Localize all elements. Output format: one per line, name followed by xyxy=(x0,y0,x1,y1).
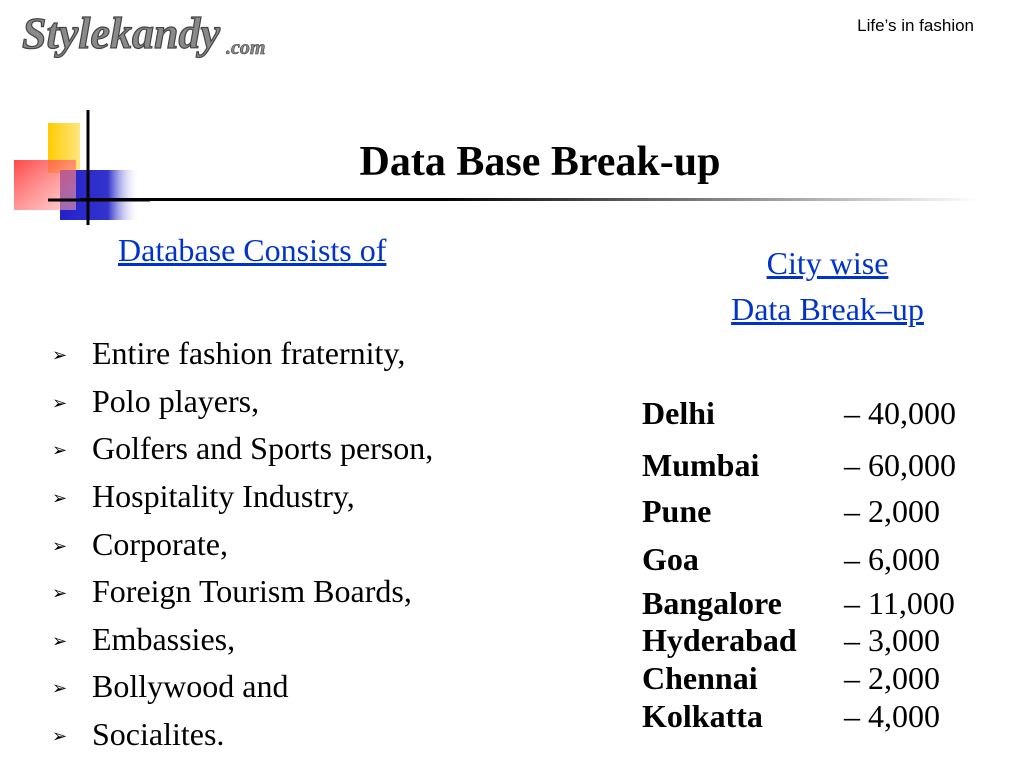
database-heading[interactable]: Database Consists of xyxy=(118,232,387,268)
city-row-goa xyxy=(642,541,940,578)
list-item-text: Embassies, xyxy=(92,620,236,657)
tagline: Life’s in fashion xyxy=(857,16,974,35)
city-count: – 6,000 xyxy=(844,541,940,577)
city-heading-line1[interactable]: City wise xyxy=(766,245,889,281)
list-item-text: Corporate, xyxy=(92,525,228,562)
city-breakup-heading[interactable] xyxy=(640,240,1015,332)
list-item xyxy=(52,663,433,711)
city-name: Bangalore xyxy=(642,585,782,621)
arrow-bullet-icon: ➢ xyxy=(52,488,68,510)
city-row-bangalore xyxy=(642,585,955,622)
title-rule xyxy=(80,198,980,201)
city-count: – 2,000 xyxy=(844,660,940,696)
city-row-kolkatta xyxy=(642,698,940,735)
list-item-text: Polo players, xyxy=(92,382,260,419)
list-item xyxy=(52,473,433,521)
city-count: – 60,000 xyxy=(844,447,956,483)
city-count: – 2,000 xyxy=(844,493,940,529)
database-list xyxy=(52,330,433,758)
city-row-mumbai xyxy=(642,447,956,484)
city-count: – 40,000 xyxy=(844,395,956,431)
city-name: Goa xyxy=(642,541,699,577)
city-count: – 4,000 xyxy=(844,698,940,734)
list-item xyxy=(52,425,433,473)
city-name: Chennai xyxy=(642,660,758,696)
slide-title: Data Base Break-up xyxy=(359,139,721,185)
list-item-text: Socialites. xyxy=(92,716,225,753)
city-count: – 11,000 xyxy=(844,585,955,621)
city-heading-line2[interactable]: Data Break–up xyxy=(731,291,924,327)
list-item xyxy=(52,711,433,759)
city-name: Hyderabad xyxy=(642,622,797,658)
arrow-bullet-icon: ➢ xyxy=(52,440,68,462)
list-item xyxy=(52,568,433,616)
list-item-text: Hospitality Industry, xyxy=(92,478,355,515)
arrow-bullet-icon: ➢ xyxy=(52,726,68,748)
arrow-bullet-icon: ➢ xyxy=(52,678,68,700)
list-item-text: Entire fashion fraternity, xyxy=(92,335,406,372)
stylekandy-logo xyxy=(18,4,288,74)
city-row-pune xyxy=(642,493,940,530)
list-item xyxy=(52,520,433,568)
list-item xyxy=(52,616,433,664)
city-name: Kolkatta xyxy=(642,698,763,734)
city-row-hyderabad xyxy=(642,622,940,659)
arrow-bullet-icon: ➢ xyxy=(52,392,68,414)
arrow-bullet-icon: ➢ xyxy=(52,630,68,652)
city-count: – 3,000 xyxy=(844,622,940,658)
arrow-bullet-icon: ➢ xyxy=(52,345,68,367)
arrow-bullet-icon: ➢ xyxy=(52,583,68,605)
city-name: Pune xyxy=(642,493,712,529)
arrow-bullet-icon: ➢ xyxy=(52,535,68,557)
list-item-text: Foreign Tourism Boards, xyxy=(92,573,412,610)
logo-text: Stylekandy xyxy=(22,9,220,58)
city-name: Mumbai xyxy=(642,447,760,483)
list-item xyxy=(52,378,433,426)
city-row-delhi xyxy=(642,395,956,432)
list-item xyxy=(52,330,433,378)
logo-suffix: .com xyxy=(226,37,266,59)
list-item-text: Golfers and Sports person, xyxy=(92,430,434,467)
list-item-text: Bollywood and xyxy=(92,668,289,705)
city-name: Delhi xyxy=(642,395,715,431)
city-row-chennai xyxy=(642,660,940,697)
